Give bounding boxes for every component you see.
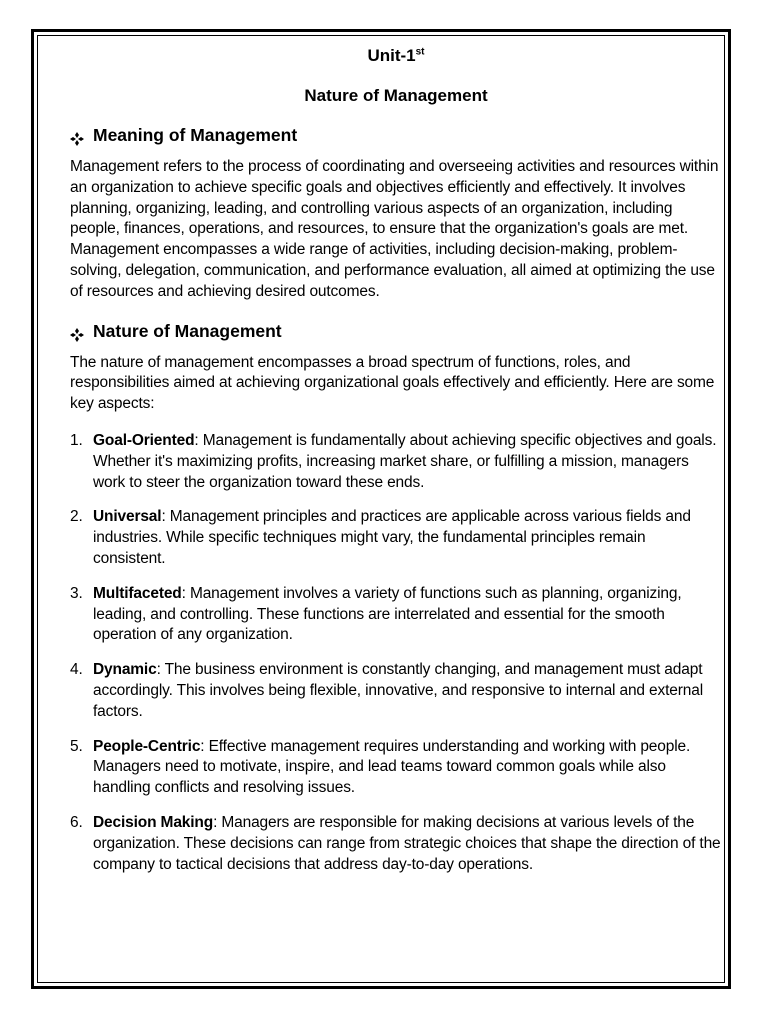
list-body [93,660,722,722]
key-aspects-list [70,431,722,875]
section-heading-nature [70,319,722,343]
list-body [93,813,722,875]
list-term: Universal [93,508,162,526]
four-diamond-bullet-icon [70,128,84,142]
list-body [93,507,722,569]
document-content [70,44,722,889]
list-body [93,737,722,799]
list-text: : Effective management requires understanding and working with people. Managers need to motivate, inspire, and lead teams toward common goals while also handling conflicts and resolving issues. [93,737,691,797]
list-number: 4. [70,661,83,679]
list-term: Decision Making [93,813,214,831]
section-heading-text: Meaning of Management [93,125,298,145]
list-text: : The business environment is constantly changing, and management must adapt accordingly. This involves being flexible, innovative, and responsive to internal and external factors. [93,661,703,720]
list-text: : Management involves a variety of functions such as planning, organizing, leading, and controlling. These functions are interrelated and essential for the smooth operation of any organization. [93,584,682,644]
four-diamond-bullet-icon [70,324,84,338]
list-item [70,660,722,722]
list-text: : Managers are responsible for making decisions at various levels of the organization. These decisions can range from strategic choices that shape the direction of the company to tactical decisions that address day-to-day operations. [93,813,721,873]
nature-paragraph: The nature of management encompasses a broad spectrum of functions, roles, and responsibilities aimed at achieving organizational goals effectively and efficiently. Here are some key aspects: [70,353,715,413]
list-item [70,507,722,569]
list-term: Dynamic [93,661,157,679]
list-text: : Management principles and practices are applicable across various fields and industries. While specific techniques might vary, the fundamental principles remain consistent. [93,508,691,567]
unit-label: Unit-1 [367,46,416,65]
page-title: Nature of Management [304,86,488,105]
list-item [70,813,722,875]
list-text: : Management is fundamentally about achieving specific objectives and goals. Whether it's maximizing profits, increasing market share, or fulfilling a mission, managers work to steer the organization toward these ends. [93,431,717,491]
section-heading-meaning [70,123,722,147]
list-body [93,431,722,493]
list-number: 2. [70,508,83,526]
unit-superscript: st [415,46,425,58]
list-number: 6. [70,813,83,831]
meaning-paragraph: Management refers to the process of coordinating and overseeing activities and resources within an organization to achieve specific goals and objectives efficiently and effectively. It involves planning, organizing, leading, and controlling various aspects of an organization, including people, finances, operations, and resources, to ensure that the organization's goals are met. Management encompasses a wide range of activities, including decision-making, problem-solving, delegation, communication, and performance evaluation, all aimed at optimizing the use of resources and achieving desired outcomes. [70,158,719,300]
section-heading-text: Nature of Management [93,320,282,341]
list-term: People-Centric [93,737,201,755]
list-item [70,584,722,646]
list-item [70,737,722,799]
list-term: Goal-Oriented [93,431,195,449]
list-body [93,584,722,646]
list-number: 3. [70,584,83,602]
unit-title [70,44,722,68]
list-item [70,431,722,493]
list-number: 5. [70,737,83,755]
list-number: 1. [70,431,83,449]
list-term: Multifaceted [93,584,182,602]
